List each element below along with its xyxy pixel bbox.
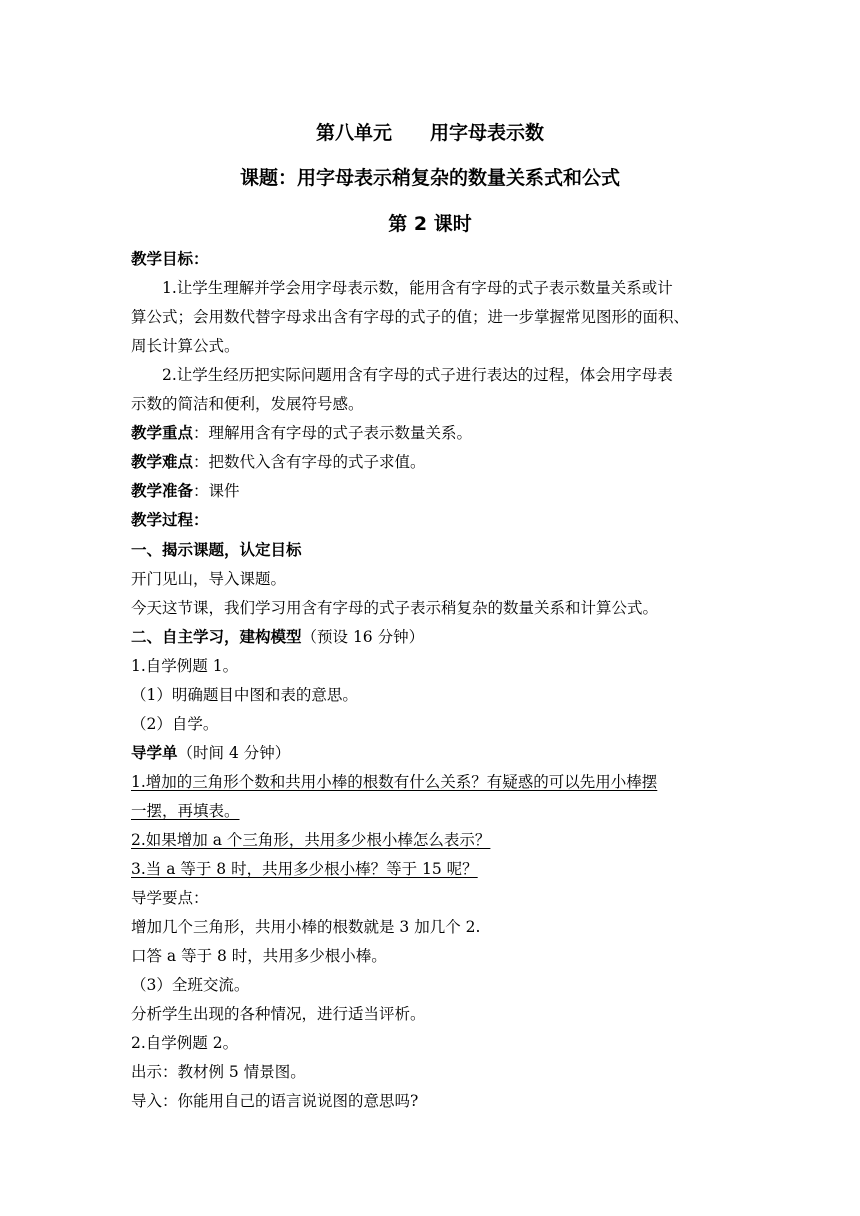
- process-label: 教学过程：: [131, 511, 209, 529]
- goals-label: 教学目标：: [131, 250, 209, 268]
- goal-1-line-2: 算公式；会用数代替字母求出含有字母的式子的值；进一步掌握常见图形的面积、: [131, 308, 690, 326]
- preparation: [131, 481, 240, 501]
- section-2-paragraph-8: 导入：你能用自己的语言说说图的意思吗?: [131, 1092, 419, 1110]
- lesson-title: 第 2 课时: [388, 213, 472, 235]
- guide-question-1-line-1: 1.增加的三角形个数和共用小棒的根数有什么关系？有疑惑的可以先用小棒摆: [131, 773, 658, 791]
- section-2-paragraph-2: （1）明确题目中图和表的意思。: [131, 686, 358, 704]
- guide-sheet-heading: [131, 743, 290, 763]
- guide-point-1: 增加几个三角形，共用小棒的根数就是 3 加几个 2.: [131, 918, 481, 936]
- difficulty: [131, 452, 426, 472]
- guide-sheet-note: （时间 4 分钟）: [177, 744, 291, 762]
- section-2-paragraph-7: 出示：教材例 5 情景图。: [131, 1063, 306, 1081]
- section-2-paragraph-4: （3）全班交流。: [131, 976, 250, 994]
- difficulty-label: 教学难点: [131, 453, 194, 471]
- goal-1-line-3: 周长计算公式。: [131, 337, 240, 355]
- section-2-paragraph-3: （2）自学。: [131, 715, 219, 733]
- section-1-heading: 一、揭示课题，认定目标: [131, 541, 302, 559]
- section-2-heading-text: 二、自主学习，建构模型: [131, 628, 302, 646]
- section-1-paragraph-2: 今天这节课，我们学习用含有字母的式子表示稍复杂的数量关系和计算公式。: [131, 599, 659, 617]
- section-2-paragraph-5: 分析学生出现的各种情况，进行适当评析。: [131, 1005, 426, 1023]
- key-point-text: ：理解用含有字母的式子表示数量关系。: [193, 424, 473, 442]
- difficulty-text: ：把数代入含有字母的式子求值。: [193, 453, 426, 471]
- section-2-paragraph-6: 2.自学例题 2。: [131, 1034, 239, 1052]
- goal-2-line-1: 2.让学生经历把实际问题用含有字母的式子进行表达的过程，体会用字母表: [162, 366, 673, 384]
- guide-sheet-label: 导学单: [131, 744, 178, 762]
- preparation-label: 教学准备: [131, 482, 194, 500]
- guide-point-2: 口答 a 等于 8 时，共用多少根小棒。: [131, 947, 387, 965]
- topic-title: 课题：用字母表示稍复杂的数量关系式和公式: [239, 167, 620, 189]
- key-point: [131, 423, 472, 443]
- section-2-heading-note: （预设 16 分钟）: [301, 628, 425, 646]
- guide-question-1-line-2: 一摆，再填表。: [131, 802, 240, 820]
- goal-1-line-1: 1.让学生理解并学会用字母表示数，能用含有字母的式子表示数量关系或计: [162, 279, 673, 297]
- guide-question-2: 2.如果增加 a 个三角形，共用多少根小棒怎么表示？: [131, 831, 491, 849]
- guide-question-3: 3.当 a 等于 8 时，共用多少根小棒？等于 15 呢？: [131, 860, 478, 878]
- section-1-paragraph-1: 开门见山，导入课题。: [131, 570, 287, 588]
- preparation-text: ：课件: [193, 482, 240, 500]
- unit-title: 第八单元 用字母表示数: [315, 122, 544, 144]
- guide-points-label: 导学要点：: [131, 889, 209, 907]
- section-2-heading: [131, 627, 424, 647]
- goal-2-line-2: 示数的简洁和便利，发展符号感。: [131, 395, 364, 413]
- section-2-paragraph-1: 1.自学例题 1。: [131, 657, 239, 675]
- key-point-label: 教学重点: [131, 424, 194, 442]
